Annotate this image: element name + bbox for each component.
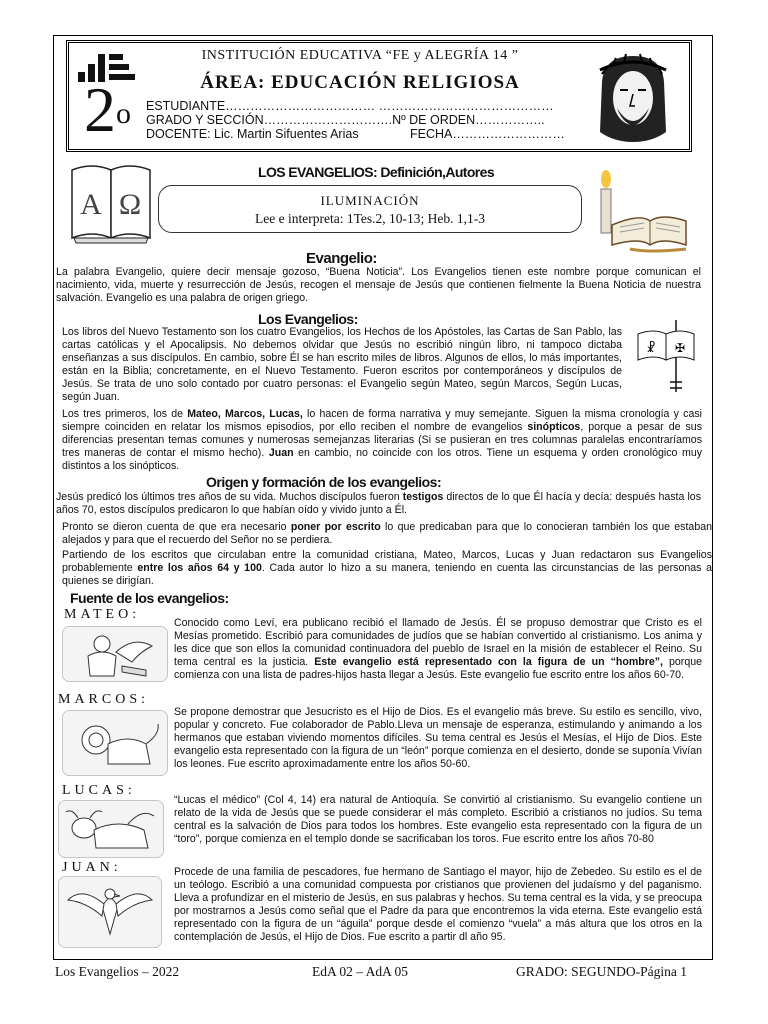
evangelios-title: Los Evangelios:	[258, 311, 358, 327]
fuente-title: Fuente de los evangelios:	[70, 590, 229, 606]
illumination-text: Lee e interpreta: 1Tes.2, 10-13; Heb. 1,1-3	[255, 211, 485, 226]
evangelio-text: La palabra Evangelio, quiere decir mensaje gozoso, “Buena Noticia”. Los Evangelios tienen este nombre porque comunican el nacimiento, vida, muerte y resurrección de Jesús, recogen el mensaje de Jesús que contienen fielmente la Buena Noticia de nuestra salvación. Evangelio es una palabra de origen griego.	[56, 266, 701, 304]
illumination-box	[158, 185, 582, 233]
lucas-label: LUCAS:	[62, 783, 136, 798]
mateo-text: Conocido como Leví, era publicano recibió el llamado de Jesús. Él se propuso demostrar que Cristo es el Mesías prometido. Escribió para comunidades de judíos que se habían convertido al cristianismo. Los anima y les dice que son ellos la comunidad continuadora del pueblo de Israel en la misión de establecer el Reino. Su tema central es la justicia. Este evangelio está representado con la figura de un “hombre”, porque comienza con una lista de padres-hijos hasta llegar a Jesús. Este evangelio fue escrito entre los años 60-70.	[174, 617, 703, 681]
evangelio-title: Evangelio:	[306, 250, 377, 267]
date-field: FECHA………………………	[410, 127, 565, 141]
lion-icon	[62, 710, 168, 776]
institution-name: INSTITUCIÓN EDUCATIVA “FE y ALEGRÍA 14 ”	[201, 48, 519, 63]
marcos-label: MARCOS:	[58, 692, 150, 707]
origen-paragraph-2: Pronto se dieron cuenta de que era necesario poner por escrito lo que predicaban para que lo conocieran también los que estaban alejados y para que el recuerdo del Señor no se perdiera.	[62, 521, 712, 546]
angel-icon	[62, 626, 168, 682]
svg-text:A: A	[80, 188, 102, 221]
juan-label: JUAN:	[62, 860, 122, 875]
area-title: ÁREA: EDUCACIÓN RELIGIOSA	[200, 72, 520, 93]
christ-face-icon	[592, 52, 674, 144]
alpha-omega-book-icon	[68, 160, 154, 244]
illumination-title: ILUMINACIÓN	[320, 193, 420, 208]
marcos-text: Se propone demostrar que Jesucristo es el Hijo de Dios. Es el evangelio más breve. Su estilo es sencillo, vivo, popular y concreto. Fue colaborador de Pablo.Lleva un mensaje de esperanza, estimulando y animando a los hermanos que estaban viviendo momentos difíciles. Su tema central es Jesús el Mesías, el Hijo de Dios. Este evangelio esta representado con la figura de un “león” porque comienza en el desierto, donde se suponía Vivían los leones. Fue escrito aproximadamente entre los años 50-60.	[174, 706, 702, 770]
origen-paragraph-1: Jesús predicó los últimos tres años de su vida. Muchos discípulos fueron testigos directos de lo que Él hacía y decía: después hasta los años 70, estos discípulos predicaron lo que habían oído y vivido junto a Él.	[56, 491, 701, 516]
grade-section-field: GRADO Y SECCIÓN………………………….Nº DE ORDEN……………..	[146, 113, 545, 127]
bible-candle-icon	[590, 165, 690, 255]
lucas-text: “Lucas el médico” (Col 4, 14) era natural de Antioquía. Se convirtió al cristianismo. Su evangelio contiene un relato de la vida de Jesús que se puede considerar el más completo. Escribió a cristianos no judíos. Su tema central es la salvación de Dios para todos los hombres. Este evangelio esta representado con la figura de un “toro”, porque comienza en el templo donde se sacrificaban los toros. Fue escrito entre los años 70-80	[174, 794, 702, 845]
topic-title: LOS EVANGELIOS: Definición,Autores	[258, 164, 495, 180]
svg-text:☧: ☧	[646, 341, 656, 355]
svg-text:✠: ✠	[674, 341, 686, 355]
svg-text:Ω: Ω	[118, 188, 142, 221]
footer-center: EdA 02 – AdA 05	[312, 964, 409, 979]
ox-icon	[58, 800, 164, 858]
eagle-icon	[58, 876, 162, 948]
grade-number: 2$^o$	[84, 74, 131, 145]
mateo-label: MATEO:	[64, 607, 141, 622]
origen-title: Origen y formación de los evangelios:	[206, 474, 442, 490]
evangelios-paragraph-2: Los tres primeros, los de Mateo, Marcos, Lucas, lo hacen de forma narrativa y muy semejante. Siguen la misma cronología y casi siempre coinciden en relatar los mismos episodios, por ello reciben el nombre de evangelios sinópticos, porque a pesar de sus diferencias presentan temas comunes y numerosas semejanzas literarias (Si se pusieran en tres columnas paralelas encontraríamos tres maneras de contar el mismo hecho). Juan en cambio, no coincide con los otros. Tiene un esquema y orden cronológico muy distintos a los sinópticos.	[62, 408, 703, 472]
footer-right: GRADO: SEGUNDO-Página 1	[516, 964, 687, 979]
cross-book-icon	[636, 316, 696, 396]
evangelios-paragraph-1: Los libros del Nuevo Testamento son los cuatro Evangelios, los Hechos de los Apóstoles, las Cartas de San Pablo, las cartas católicas y el Apocalipsis. No debemos olvidar que Jesús no escribió ningún libro, ni tampoco dictaba enseñanzas a sus discípulos. En cambio, sobre Él se han escrito miles de libros. Algunos de ellos, lo más importantes, están en la Biblia; concretamente, en el Nuevo Testamento. Fueron escritos por contemporáneos y discípulos de Jesús. Se trata de uno solo contado por cuatro personas: el Evangelio según Mateo, según Marcos, Según Lucas, según Juan.	[62, 326, 622, 403]
footer-left: Los Evangelios – 2022	[55, 964, 180, 979]
teacher-field: DOCENTE: Lic. Martin Sifuentes Arias	[146, 127, 359, 141]
student-field: ESTUDIANTE……………………………… ……………………………………	[146, 99, 554, 113]
juan-text: Procede de una familia de pescadores, fue hermano de Santiago el mayor, hijo de Zebedeo. Su estilo es el de un teólogo. Escribió a una comunidad compuesta por cristianos que provienen del judaísmo y del paganismo. Lleva a profundizar en el misterio de Jesús, en sus palabras y hechos. Su tema central es la vida, y se preocupa por mostrarnos a Jesús como señal que el Padre da para que encontremos la vida eterna. Este evangelio está representado con la figura de un “águila” porque desde el comienzo “vuela” a más altura que los otros en la contemplación de Jesús, el Hijo de Dios. Fue escrito a partir dl año 95.	[174, 866, 702, 943]
origen-paragraph-3: Partiendo de los escritos que circulaban entre la comunidad cristiana, Mateo, Marcos, Lucas y Juan redactaron sus Evangelios probablemente entre los años 64 y 100. Cada autor lo hizo a su manera, teniendo en cuenta las circunstancias de las personas a quienes se dirigían.	[62, 549, 712, 587]
